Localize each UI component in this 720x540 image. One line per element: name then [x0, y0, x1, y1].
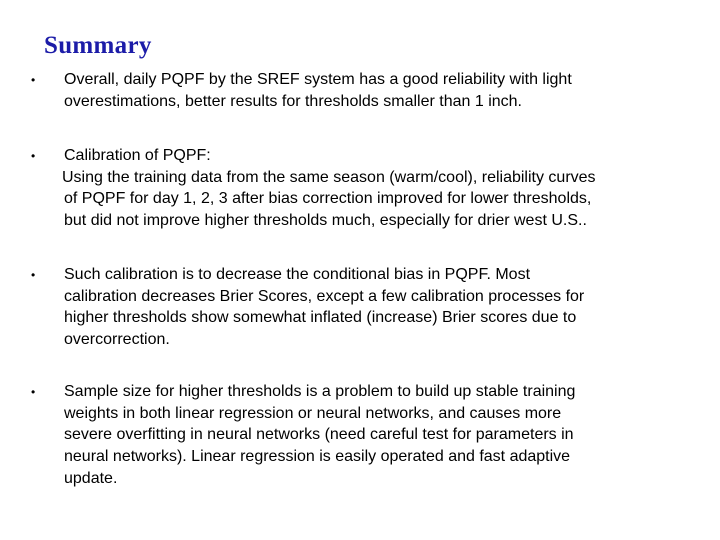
- bullet-line: higher thresholds show somewhat inflated (increase) Brier scores due to: [64, 309, 577, 327]
- bullet-line: of PQPF for day 1, 2, 3 after bias correction improved for lower thresholds,: [64, 190, 592, 208]
- bullet-line: update.: [64, 469, 118, 487]
- slide-title: Summary: [44, 32, 152, 59]
- bullet-line: Overall, daily PQPF by the SREF system has a good reliability with light: [64, 71, 572, 88]
- bullet-line: weights in both linear regression or neural networks, and causes more: [64, 404, 562, 422]
- bullet-text: [64, 69, 674, 112]
- bullet-line: neural networks). Linear regression is easily operated and fast adaptive: [64, 448, 571, 466]
- bullet-line: overcorrection.: [64, 331, 170, 349]
- bullet-line: severe overfitting in neural networks (need careful test for parameters in: [64, 426, 574, 444]
- bullet-line: but did not improve higher thresholds much, especially for drier west U.S..: [64, 212, 587, 230]
- bullet-line: calibration decreases Brier Scores, except a few calibration processes for: [64, 287, 585, 305]
- bullet-marker: •: [31, 385, 36, 399]
- bullet-line: Such calibration is to decrease the conditional bias in PQPF. Most: [64, 266, 531, 283]
- bullet-text: [64, 264, 674, 351]
- bullet-line: Calibration of PQPF:: [64, 147, 211, 164]
- bullet-marker: •: [31, 73, 36, 87]
- bullet-text: [64, 381, 674, 490]
- bullet-line: Sample size for higher thresholds is a problem to build up stable training: [64, 383, 576, 400]
- bullet-line: overestimations, better results for thresholds smaller than 1 inch.: [64, 92, 522, 110]
- bullet-line: Using the training data from the same season (warm/cool), reliability curves: [62, 168, 596, 186]
- bullet-text: [64, 145, 674, 232]
- bullet-marker: •: [31, 268, 36, 282]
- bullet-marker: •: [31, 149, 36, 163]
